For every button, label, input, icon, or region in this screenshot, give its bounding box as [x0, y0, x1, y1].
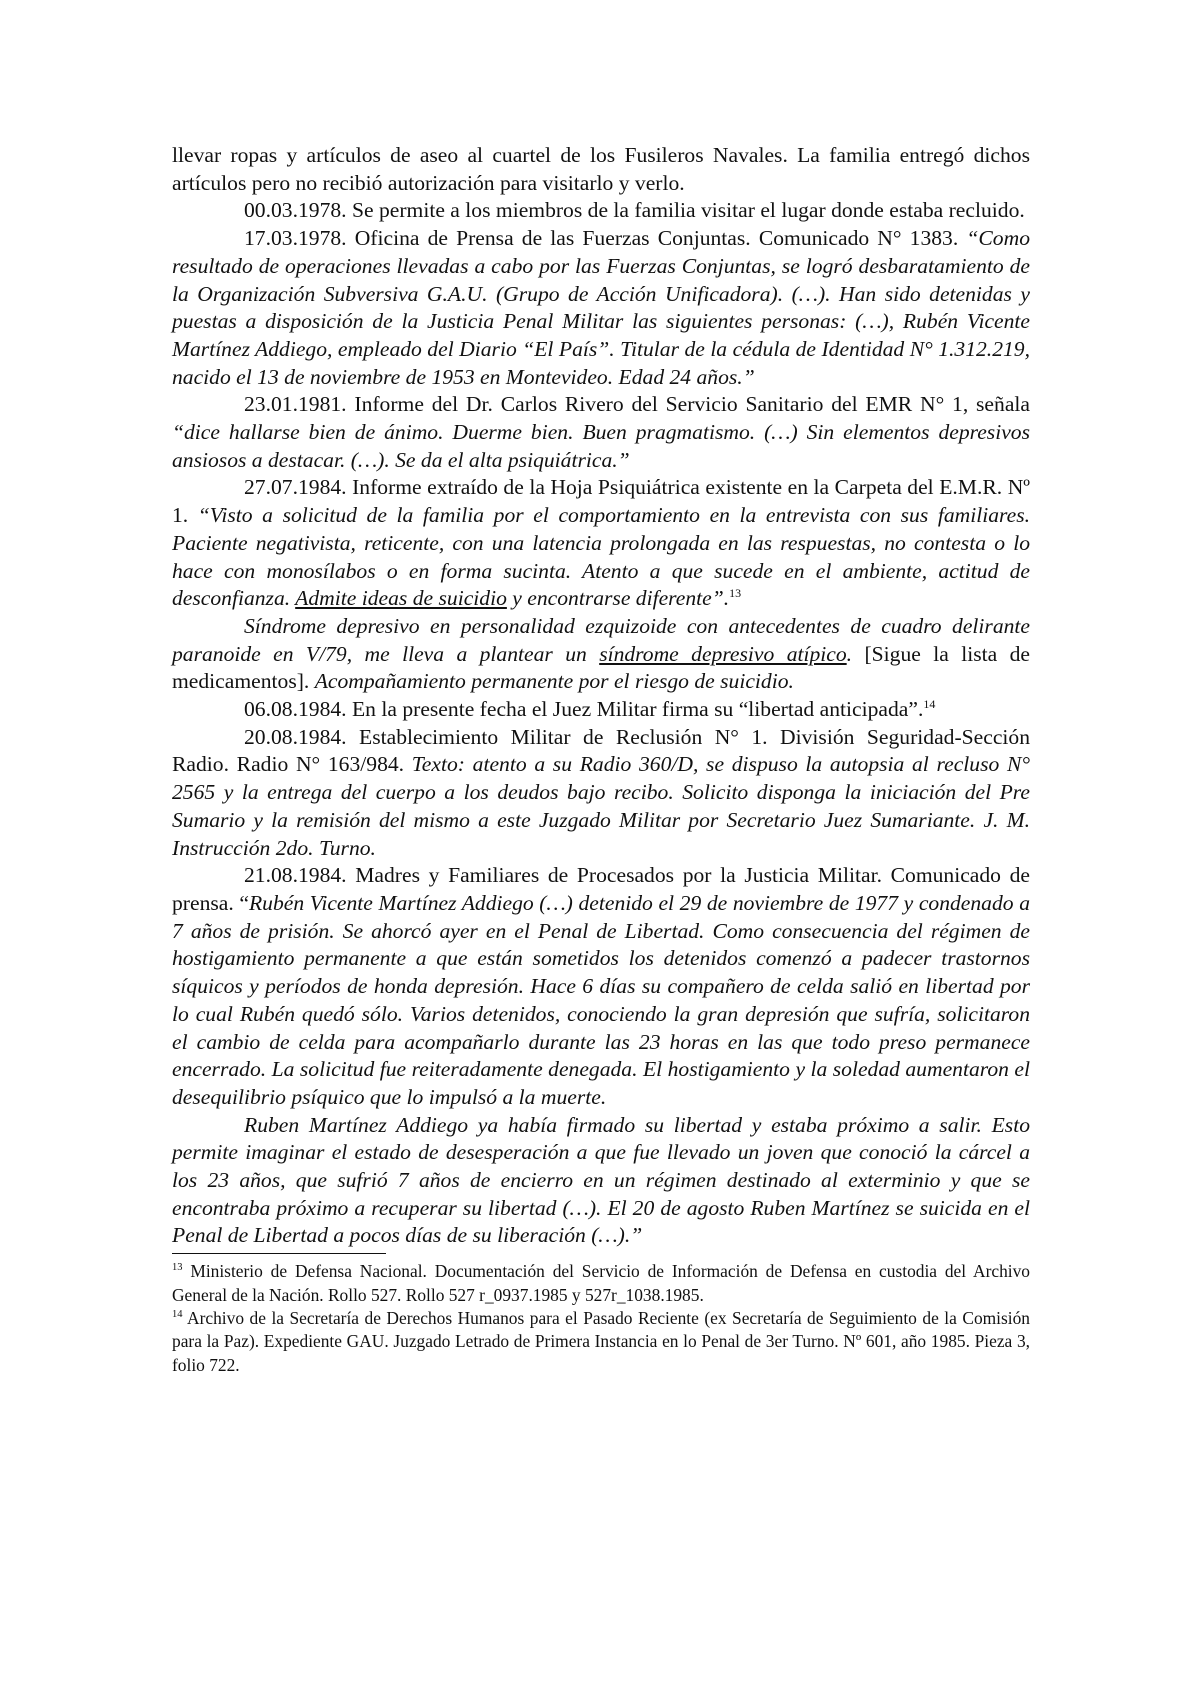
paragraph-continuation: llevar ropas y artículos de aseo al cuartel de los Fusileros Navales. La familia entregó dichos artículos pero no recibió autorización para visitarlo y verlo.: [172, 143, 1030, 195]
footnote-ref-13[interactable]: 13: [729, 586, 742, 601]
paragraph-closing-quote: Ruben Martínez Addiego ya había firmado su libertad y estaba próximo a salir. Esto permite imaginar el estado de desesperación a que fue llevado un joven que conoció la cárcel a los 23 años, que sufrió 7 años de encierro en un régimen destinado al exterminio y que se encontraba próximo a recuperar su libertad (…). El 20 de agosto Ruben Martínez se suicida en el Penal de Libertad a pocos días de su liberación (…).”: [172, 1112, 1030, 1248]
paragraph-entry-1978-03-00: 00.03.1978. Se permite a los miembros de la familia visitar el lugar donde estaba recluido.: [244, 198, 1025, 223]
entry-text: 06.08.1984. En la presente fecha el Juez Militar firma su “libertad anticipada”.: [244, 697, 924, 722]
entry-lead: 17.03.1978. Oficina de Prensa de las Fuerzas Conjuntas. Comunicado N° 1383.: [244, 226, 967, 251]
paragraph-entry-1981-01-23: [172, 391, 1030, 474]
footnote-ref-14[interactable]: 14: [923, 696, 936, 711]
underlined-phrase: Admite ideas de suicidio: [295, 586, 507, 611]
entry-lead: 27.07.1984. Informe extraído de la Hoja Psiquiátrica existente en la Carpeta del E.M.R. Nº 1.: [172, 475, 1030, 528]
footnote-text: Ministerio de Defensa Nacional. Documentación del Servicio de Información de Defensa en custodia del Archivo General de la Nación. Rollo 527. Rollo 527 r_0937.1985 y 527r_1038.1985.: [172, 1261, 1030, 1305]
entry-quote-tail: y encontrarse diferente”.: [506, 586, 730, 611]
paragraph-entry-1984-07-27: [172, 474, 1030, 613]
entry-quote: Texto: atento a su Radio 360/D, se dispuso la autopsia al recluso N° 2565 y la entrega del cuerpo a los deudos bajo recibo. Solicito disponga la iniciación del Pre Sumario y la remisión del mismo a este Juzgado Militar por Secretario Juez Sumariante. J. M. Instrucción 2do. Turno.: [172, 752, 1031, 860]
entry-quote: “Como resultado de operaciones llevadas a cabo por las Fuerzas Conjuntas, se logró desbaratamiento de la Organización Subversiva G.A.U. (Grupo de Acción Unificadora). (…). Han sido detenidas y puestas a disposición de la Justicia Penal Militar las siguientes personas: (…), Rubén Vicente Martínez Addiego, empleado del Diario “El País”. Titular de la cédula de Identidad N° 1.312.219, nacido el 13 de noviembre de 1953 en Montevideo. Edad 24 años.”: [172, 226, 1030, 389]
diagnosis-note: [Sigue la lista de medicamentos].: [172, 641, 1030, 694]
diagnosis-period: .: [846, 641, 853, 666]
diagnosis-text: Síndrome depresivo en personalidad ezquizoide con antecedentes de cuadro delirante paranoide en V/79, me lleva a plantear un: [172, 613, 1030, 666]
footnote-number: 13: [172, 1262, 183, 1274]
document-page: [172, 142, 1030, 1377]
footnote-text: Archivo de la Secretaría de Derechos Humanos para el Pasado Reciente (ex Secretaría de Seguimiento de la Comisión para la Paz). Expediente GAU. Juzgado Letrado de Primera Instancia en lo Penal de 3er Turno. Nº 601, año 1985. Pieza 3, folio 722.: [172, 1307, 1030, 1375]
paragraph-diagnosis: [172, 613, 1030, 696]
paragraph-entry-1984-08-21: [172, 862, 1030, 1111]
paragraph-entry-1984-08-20: [172, 724, 1030, 863]
entry-quote: Rubén Vicente Martínez Addiego (…) detenido el 29 de noviembre de 1977 y condenado a 7 años de prisión. Se ahorcó ayer en el Penal de Libertad. Como consecuencia del régimen de hostigamiento permanente a que están sometidos los detenidos comenzó a padecer trastornos síquicos y períodos de honda depresión. Hace 6 días su compañero de celda salió en libertad por lo cual Rubén quedó sólo. Varios detenidos, conociendo la gran depresión que sufría, solicitaron el cambio de celda para acompañarlo durante las 23 horas en las que todo preso permanece encerrado. La solicitud fue reiteradamente denegada. El hostigamiento y la soledad aumentaron el desequilibrio psíquico que lo impulsó a la muerte.: [172, 890, 1030, 1109]
underlined-phrase: síndrome depresivo atípico: [599, 641, 847, 666]
entry-lead: 23.01.1981. Informe del Dr. Carlos Rivero del Servicio Sanitario del EMR N° 1, señala: [244, 392, 1030, 417]
entry-quote: “dice hallarse bien de ánimo. Duerme bien. Buen pragmatismo. (…) Sin elementos depresivos ansiosos a destacar. (…). Se da el alta psiquiátrica.”: [172, 420, 1030, 472]
footnote-13: [172, 1260, 1030, 1307]
footnote-14: [172, 1307, 1030, 1377]
entry-quote: “Visto a solicitud de la familia por el comportamiento en la entrevista con sus familiares. Paciente negativista, reticente, con una latencia prolongada en las respuestas, no contesta o lo hace con monosílabos o en forma sucinta. Atento a que sucede en el ambiente, actitud de desconfianza.: [172, 503, 1031, 611]
entry-lead: 21.08.1984. Madres y Familiares de Procesados por la Justicia Militar. Comunicado de prensa. “: [172, 863, 1030, 915]
diagnosis-recommendation: Acompañamiento permanente por el riesgo de suicidio.: [314, 669, 794, 694]
paragraph-entry-1984-08-06: [172, 696, 1030, 724]
paragraph-entry-1978-03-17: [172, 225, 1030, 391]
footnote-number: 14: [172, 1309, 183, 1321]
entry-lead: 20.08.1984. Establecimiento Militar de Reclusión N° 1. División Seguridad-Sección Radio. Radio N° 163/984.: [172, 724, 1030, 777]
footnote-separator: [172, 1253, 386, 1254]
